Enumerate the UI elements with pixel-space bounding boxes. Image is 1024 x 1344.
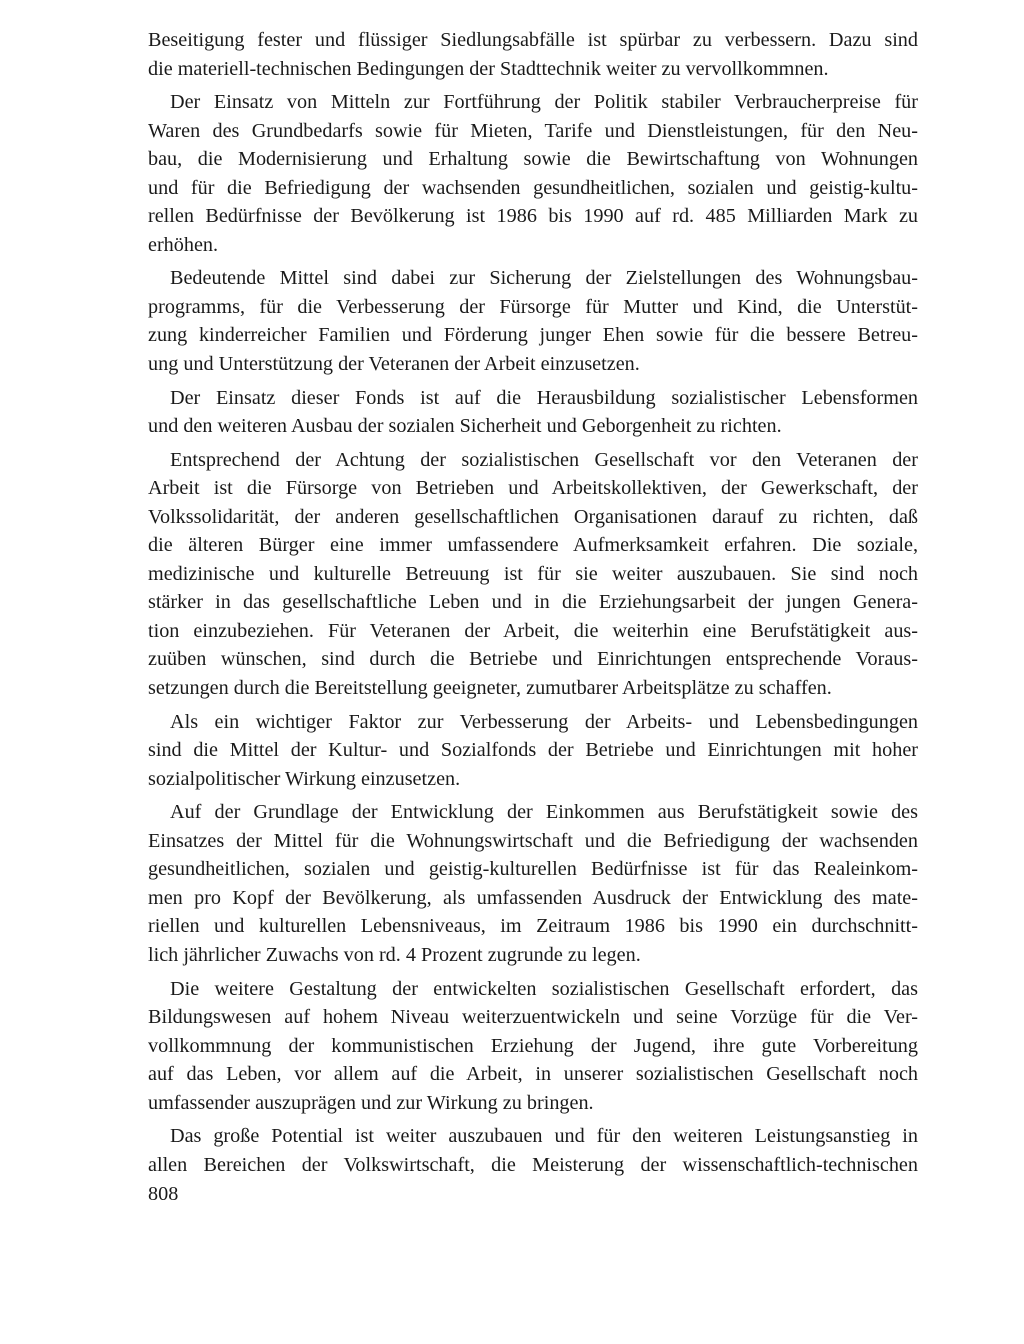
paragraph (148, 264, 918, 378)
paragraph (148, 26, 918, 83)
page-number: 808 (148, 1183, 179, 1205)
text-line: die materiell-technischen Bedingungen der Stadttechnik weiter zu vervollkommnen. (148, 57, 829, 80)
text-line: die älteren Bürger eine immer umfassendere Aufmerksamkeit erfahren. Die soziale, (148, 534, 918, 557)
text-line: allen Bereichen der Volkswirtschaft, die Meisterung der wissenschaftlich-technischen (148, 1153, 918, 1176)
text-line: riellen und kulturellen Lebensniveaus, im Zeitraum 1986 bis 1990 ein durchschnitt- (148, 915, 918, 938)
text-line: rellen Bedürfnisse der Bevölkerung ist 1986 bis 1990 auf rd. 485 Milliarden Mark zu (148, 205, 918, 228)
text-line: Einsatzes der Mittel für die Wohnungswirtschaft und die Befriedigung der wachsenden (148, 829, 918, 852)
text-line: Entsprechend der Achtung der sozialistischen Gesellschaft vor den Veteranen der (170, 448, 918, 471)
text-line: Arbeit ist die Fürsorge von Betrieben und Arbeitskollektiven, der Gewerkschaft, der (148, 477, 918, 500)
body-text (148, 26, 918, 1179)
paragraph (148, 708, 918, 794)
text-line: Waren des Grundbedarfs sowie für Mieten, Tarife und Dienstleistungen, für den Neu- (148, 119, 918, 142)
text-line: sind die Mittel der Kultur- und Sozialfonds der Betriebe und Einrichtungen mit hoher (148, 739, 918, 762)
paragraph (148, 1122, 918, 1179)
text-line: programms, für die Verbesserung der Fürsorge für Mutter und Kind, die Unterstüt- (148, 295, 918, 318)
text-line: und den weiteren Ausbau der sozialen Sicherheit und Geborgenheit zu richten. (148, 415, 782, 438)
text-line: men pro Kopf der Bevölkerung, als umfassenden Ausdruck der Entwicklung des mate- (148, 886, 918, 909)
text-line: erhöhen. (148, 233, 219, 256)
text-line: sozialpolitischer Wirkung einzusetzen. (148, 767, 461, 790)
text-line: Als ein wichtiger Faktor zur Verbesserung der Arbeits- und Lebensbedingungen (170, 710, 918, 733)
text-line: bau, die Modernisierung und Erhaltung sowie die Bewirtschaftung von Wohnungen (148, 148, 918, 171)
text-line: zung kinderreicher Familien und Förderung junger Ehen sowie für die bessere Betreu- (148, 324, 918, 347)
text-line: umfassender auszuprägen und zur Wirkung zu bringen. (148, 1091, 594, 1114)
paragraph (148, 88, 918, 259)
text-line: Der Einsatz von Mitteln zur Fortführung der Politik stabiler Verbraucherpreise für (170, 91, 918, 114)
text-line: Der Einsatz dieser Fonds ist auf die Herausbildung sozialistischer Lebensformen (170, 386, 918, 409)
paragraph (148, 384, 918, 441)
text-line: setzungen durch die Bereitstellung geeigneter, zumutbarer Arbeitsplätze zu schaffen. (148, 677, 832, 700)
text-line: Beseitigung fester und flüssiger Siedlungsabfälle ist spürbar zu verbessern. Dazu sind (148, 29, 918, 51)
text-line: Das große Potential ist weiter auszubauen und für den weiteren Leistungsanstieg in (170, 1125, 918, 1148)
text-line: lich jährlicher Zuwachs von rd. 4 Prozent zugrunde zu legen. (148, 943, 641, 966)
paragraph (148, 798, 918, 969)
paragraph (148, 446, 918, 703)
text-line: Volkssolidarität, der anderen gesellschaftlichen Organisationen darauf zu richten, daß (148, 505, 918, 528)
text-line: tion einzubeziehen. Für Veteranen der Arbeit, die weiterhin eine Berufstätigkeit aus- (148, 619, 918, 642)
text-line: medizinische und kulturelle Betreuung ist für sie weiter auszubauen. Sie sind noch (148, 562, 918, 585)
text-line: und für die Befriedigung der wachsenden gesundheitlichen, sozialen und geistig-kultu- (148, 176, 918, 199)
text-line: auf das Leben, vor allem auf die Arbeit, in unserer sozialistischen Gesellschaft noch (148, 1063, 918, 1086)
text-line: zuüben wünschen, sind durch die Betriebe und Einrichtungen entsprechende Voraus- (148, 648, 918, 671)
text-line: Die weitere Gestaltung der entwickelten sozialistischen Gesellschaft erfordert, das (170, 977, 918, 1000)
text-line: Auf der Grundlage der Entwicklung der Einkommen aus Berufstätigkeit sowie des (170, 801, 918, 824)
text-line: vollkommnung der kommunistischen Erziehung der Jugend, ihre gute Vorbereitung (148, 1034, 918, 1057)
text-line: ung und Unterstützung der Veteranen der Arbeit einzusetzen. (148, 353, 640, 376)
text-line: Bedeutende Mittel sind dabei zur Sicherung der Zielstellungen des Wohnungsbau- (170, 267, 918, 290)
text-line: stärker in das gesellschaftliche Leben und in die Erziehungsarbeit der jungen Genera- (148, 591, 918, 614)
paragraph (148, 975, 918, 1118)
text-line: Bildungswesen auf hohem Niveau weiterzuentwickeln und seine Vorzüge für die Ver- (148, 1006, 918, 1029)
text-line: gesundheitlichen, sozialen und geistig-kulturellen Bedürfnisse ist für das Realeinkom- (148, 858, 918, 881)
